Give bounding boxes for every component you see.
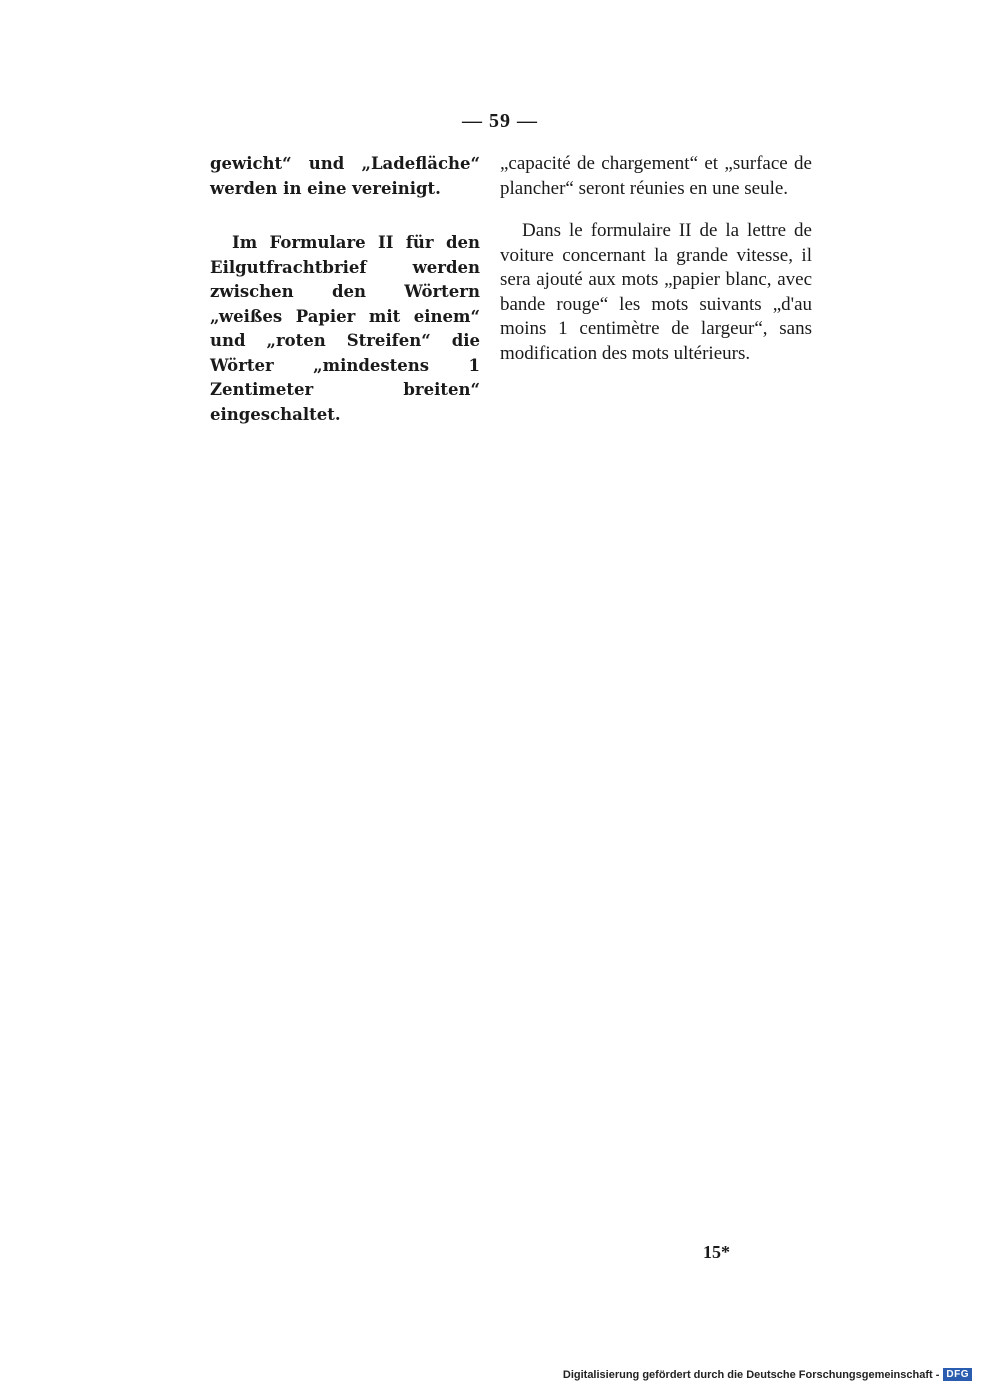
footer-note bbox=[563, 1368, 972, 1381]
footer-text: Digitalisierung gefördert durch die Deutsche Forschungsgemeinschaft - bbox=[562, 1368, 940, 1381]
page-number: — 59 — bbox=[462, 110, 538, 132]
german-paragraph-2: Im Formulare II für den Eilgutfrachtbrief werden zwischen den Wörtern „weißes Papier mit einem“ und „roten Streifen“ die Wörter „mindestens 1 Zentimeter breiten“ eingeschaltet. bbox=[210, 233, 480, 424]
french-paragraph-2: Dans le formulaire II de la lettre de voiture concernant la grande vitesse, il sera ajouté aux mots „papier blanc, avec bande rouge“ les mots suivants „d'au moins 1 centimètre de largeur“, sans modification des mots ultérieurs. bbox=[500, 220, 812, 364]
dfg-logo-icon: DFG bbox=[943, 1368, 972, 1381]
french-paragraph-1: „capacité de chargement“ et „surface de plancher“ seront réunies en une seule. bbox=[500, 153, 812, 199]
german-paragraph-1: gewicht“ und „Ladefläche“ werden in eine vereinigt. bbox=[210, 154, 480, 198]
french-column bbox=[500, 152, 812, 366]
signature-mark: 15* bbox=[703, 1242, 730, 1262]
german-column bbox=[210, 152, 480, 427]
